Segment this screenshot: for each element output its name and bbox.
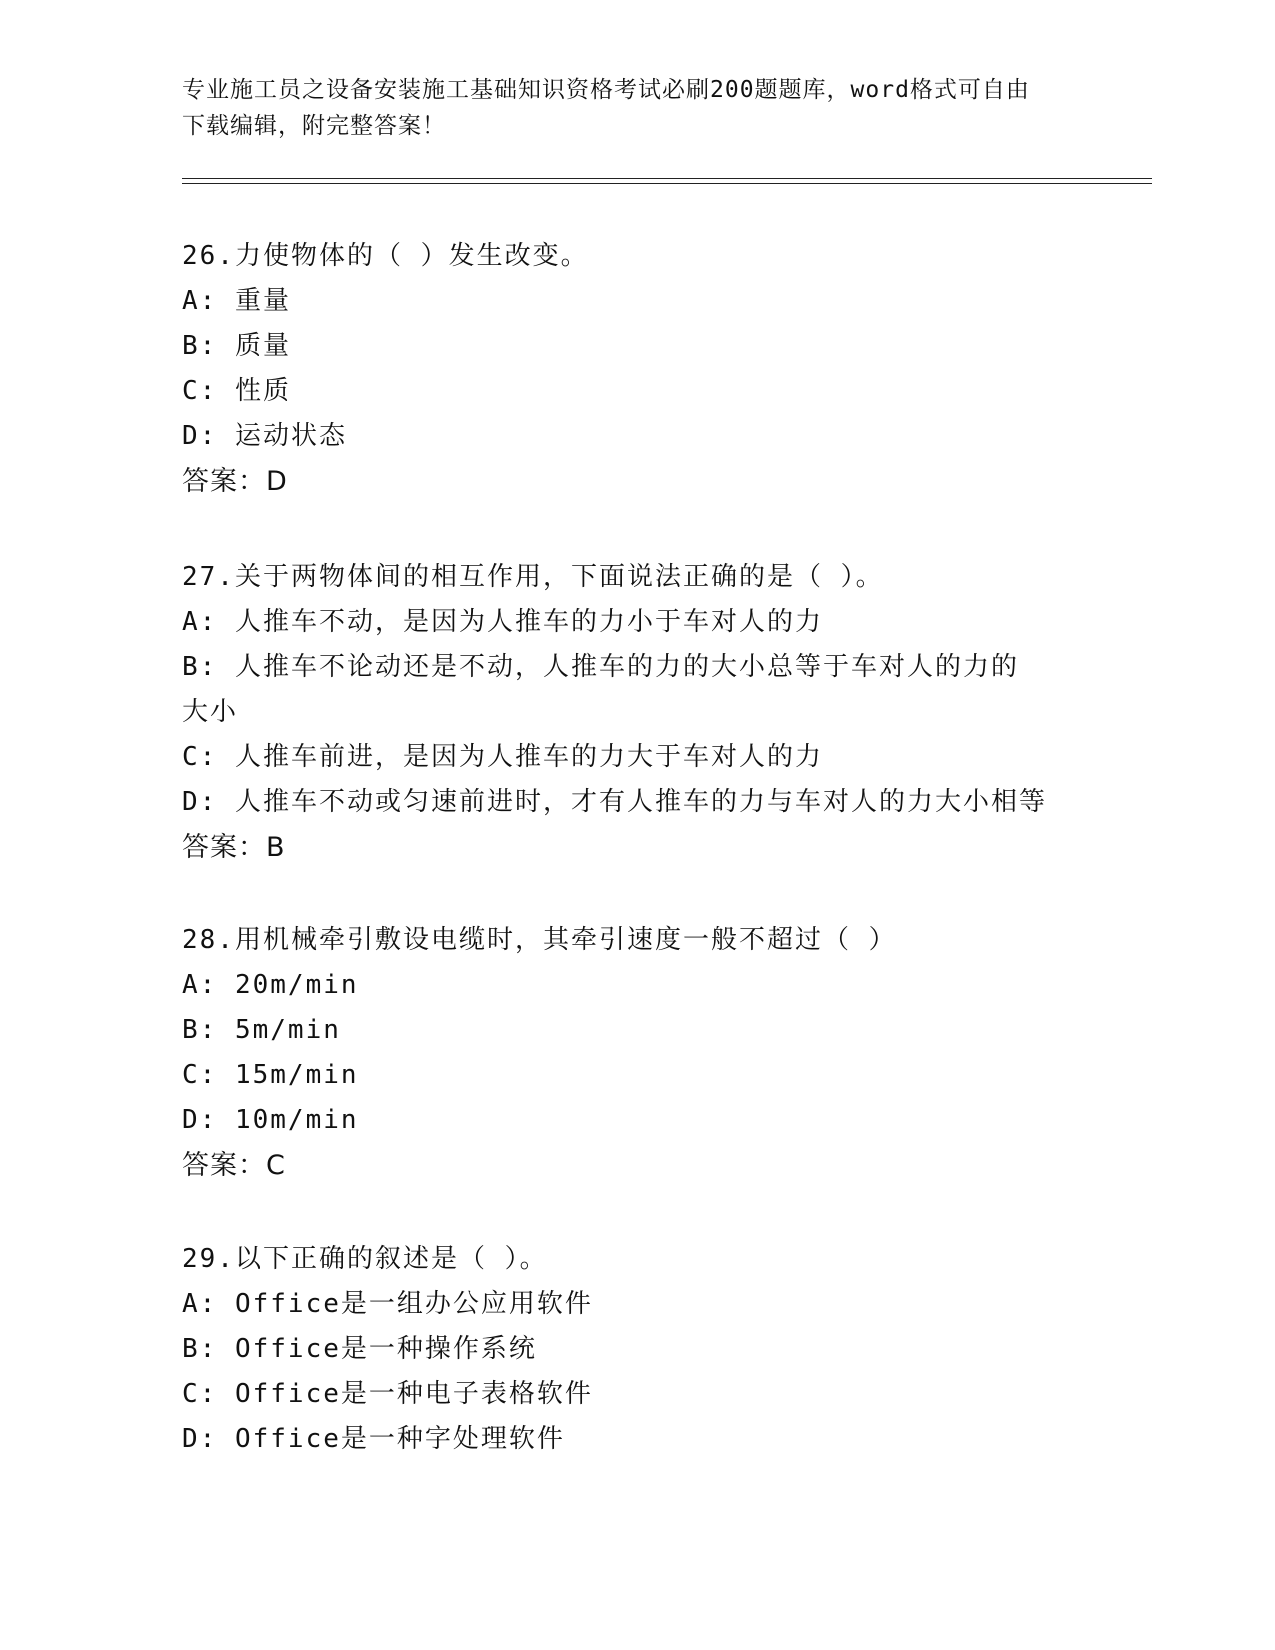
option-a: A: 人推车不动，是因为人推车的力小于车对人的力 (182, 607, 823, 637)
header-divider-bottom (182, 183, 1152, 184)
header-divider-top (182, 178, 1152, 179)
option-a: A: 重量 (182, 286, 291, 316)
question-stem: 27.关于两物体间的相互作用，下面说法正确的是（ ）。 (182, 562, 884, 592)
option-a: A: Office是一组办公应用软件 (182, 1289, 593, 1319)
option-d: D: Office是一种字处理软件 (182, 1424, 565, 1454)
answer-key: 答案：B (182, 832, 286, 863)
option-b: B: 人推车不论动还是不动，人推车的力的大小总等于车对人的力的大小 (182, 652, 1019, 727)
option-b: B: 质量 (182, 331, 291, 361)
option-c: C: 人推车前进，是因为人推车的力大于车对人的力 (182, 742, 823, 772)
option-d: D: 10m/min (182, 1105, 359, 1135)
question-stem: 26.力使物体的（ ）发生改变。 (182, 241, 589, 271)
option-c: C: 性质 (182, 376, 291, 406)
option-d: D: 人推车不动或匀速前进时，才有人推车的力与车对人的力大小相等 (182, 787, 1047, 817)
question-29 (182, 1237, 1082, 1462)
question-28 (182, 918, 1082, 1188)
option-c: C: 15m/min (182, 1060, 359, 1090)
question-27 (182, 555, 1082, 870)
option-b: B: Office是一种操作系统 (182, 1334, 537, 1364)
question-26 (182, 234, 1082, 504)
option-b: B: 5m/min (182, 1015, 341, 1045)
document-header (182, 72, 1082, 144)
question-stem: 29.以下正确的叙述是（ ）。 (182, 1244, 548, 1274)
option-c: C: Office是一种电子表格软件 (182, 1379, 593, 1409)
header-line-2: 下载编辑，附完整答案！ (182, 113, 446, 139)
question-stem: 28.用机械牵引敷设电缆时，其牵引速度一般不超过（ ） (182, 925, 897, 955)
answer-key: 答案：C (182, 1150, 286, 1181)
answer-key: 答案：D (182, 466, 288, 497)
option-d: D: 运动状态 (182, 421, 347, 451)
option-a: A: 20m/min (182, 970, 359, 1000)
header-line-1: 专业施工员之设备安装施工基础知识资格考试必刷200题题库，word格式可自由 (182, 77, 1030, 103)
